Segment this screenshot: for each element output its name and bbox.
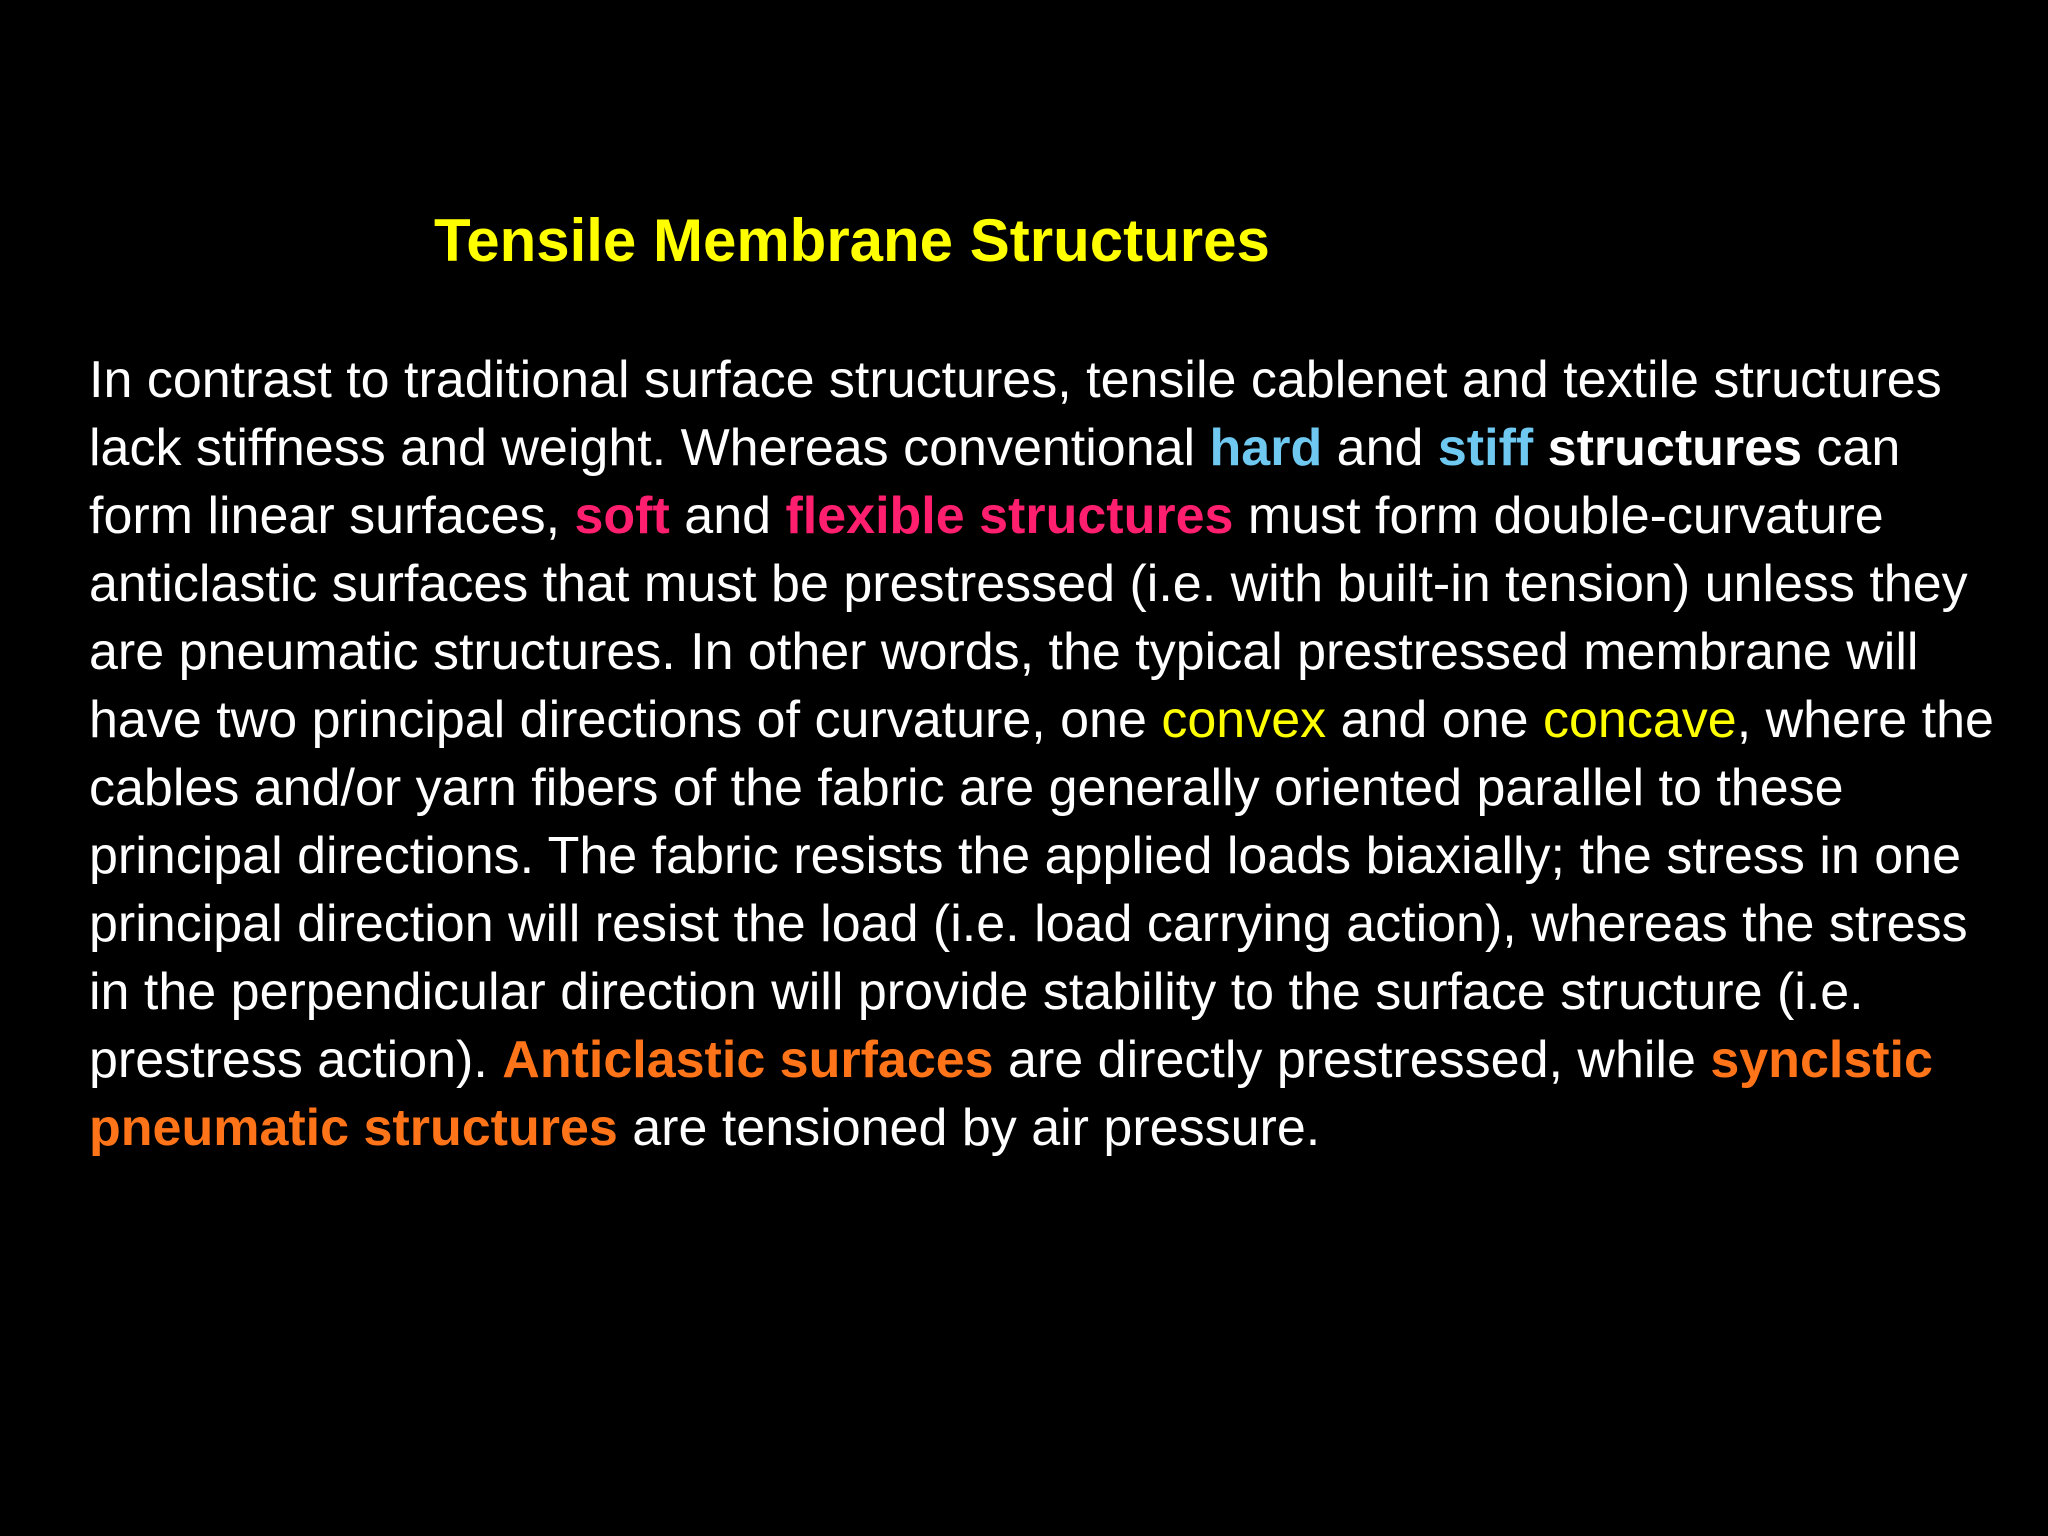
text-run: must form double-curvature anticlastic surfaces that must be prestressed (i.e. with built-in tension) unless they are pneumatic structures. In other words, the typical prestressed membrane will have two principal directions of curvature, one (89, 487, 1968, 749)
highlight-concave: concave (1543, 691, 1737, 749)
highlight-soft: soft (574, 487, 670, 545)
slide-title: Tensile Membrane Structures (434, 207, 1270, 274)
highlight-hard: hard (1209, 419, 1323, 477)
text-run: and one (1326, 691, 1543, 749)
highlight-anticlastic-surfaces: Anticlastic surfaces (502, 1031, 994, 1089)
text-run (1533, 419, 1547, 477)
highlight-flexible-structures: flexible structures (785, 487, 1234, 545)
text-run: , where the cables and/or yarn fibers of the fabric are generally oriented parallel to these principal directions. The fabric resists the applied loads biaxially; the stress in one principal direction will resist the load (i.e. load carrying action), whereas the stress in the perpendicular direction will provide stability to the surface structure (i.e. prestress action). (89, 691, 1994, 1089)
highlight-stiff: stiff (1437, 419, 1534, 477)
text-run: are directly prestressed, while (993, 1031, 1711, 1089)
highlight-convex: convex (1161, 691, 1327, 749)
text-run: and (669, 487, 786, 545)
highlight-synclastic-pneumatic-structures: synclstic pneumatic structures (89, 1031, 1933, 1157)
text-run: and (1322, 419, 1438, 477)
text-run: In contrast to traditional surface structures, tensile cablenet and textile structures lack stiffness and weight. Whereas conventional (89, 351, 1942, 477)
body-paragraph (89, 346, 2009, 1162)
text-run: are tensioned by air pressure. (617, 1099, 1321, 1157)
highlight-structures: structures (1547, 419, 1802, 477)
text-run: can form linear surfaces, (89, 419, 1901, 545)
